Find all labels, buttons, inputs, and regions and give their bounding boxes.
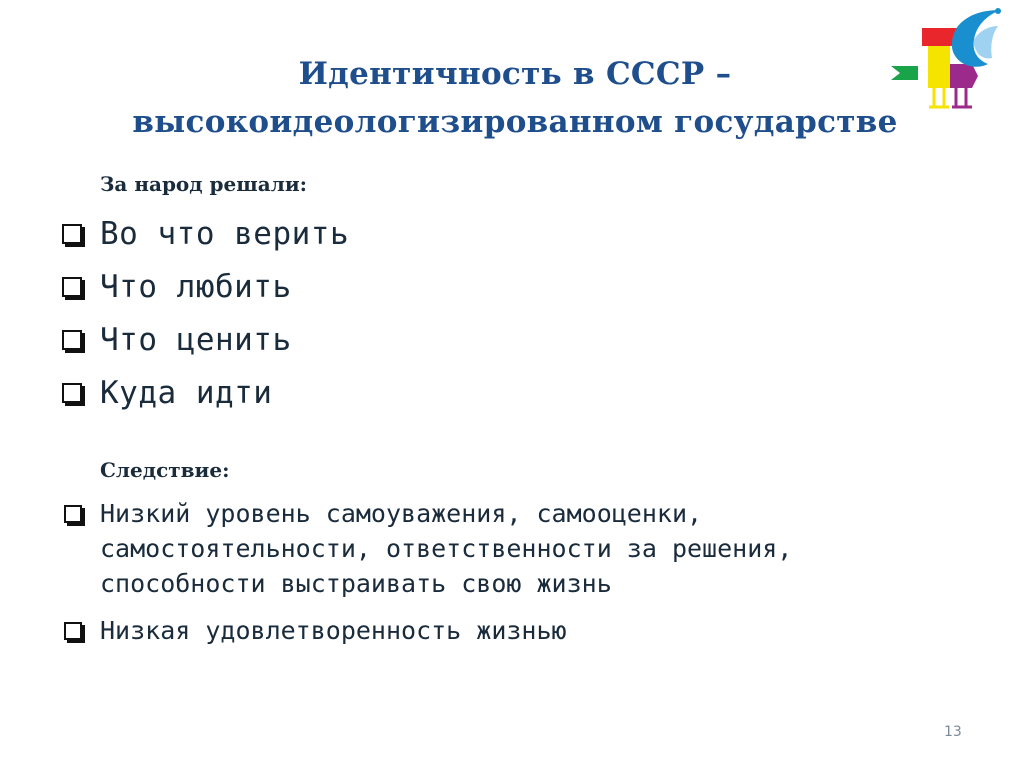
list-item xyxy=(62,496,792,601)
list-item-text: Во что верить xyxy=(100,216,350,252)
list-item xyxy=(58,208,349,261)
list-item-text-line: Низкая удовлетворенность жизнью xyxy=(100,616,567,645)
list-item-text-line: способности выстраивать свою жизнь xyxy=(100,569,612,598)
list-item xyxy=(58,261,349,314)
title-line-1: Идентичность в СССР – xyxy=(298,56,732,92)
section-heading-consequence: Следствие: xyxy=(100,458,230,482)
list-item xyxy=(58,314,349,367)
list-item xyxy=(62,613,792,648)
list-item-text-line: самостоятельности, ответственности за решения, xyxy=(100,534,793,563)
list-item-text: Что ценить xyxy=(100,322,292,358)
section-heading-decisions: За народ решали: xyxy=(100,172,308,196)
list-item xyxy=(58,367,349,420)
checkbox-bullet-icon xyxy=(64,622,82,640)
consequence-list xyxy=(62,496,792,660)
checkbox-bullet-icon xyxy=(62,224,82,244)
list-item-text: Куда идти xyxy=(100,375,273,411)
page-number: 13 xyxy=(944,724,962,740)
checkbox-bullet-icon xyxy=(64,505,82,523)
list-item-text-line: Низкий уровень самоуважения, самооценки, xyxy=(100,499,703,528)
checkbox-bullet-icon xyxy=(62,330,82,350)
organization-logo xyxy=(888,4,1008,116)
list-item-text: Что любить xyxy=(100,269,292,305)
checkbox-bullet-icon xyxy=(62,383,82,403)
checkbox-bullet-icon xyxy=(62,277,82,297)
title-line-2: высокоидеологизированном государстве xyxy=(132,104,898,140)
decisions-list xyxy=(58,208,349,420)
slide-title xyxy=(60,50,970,146)
